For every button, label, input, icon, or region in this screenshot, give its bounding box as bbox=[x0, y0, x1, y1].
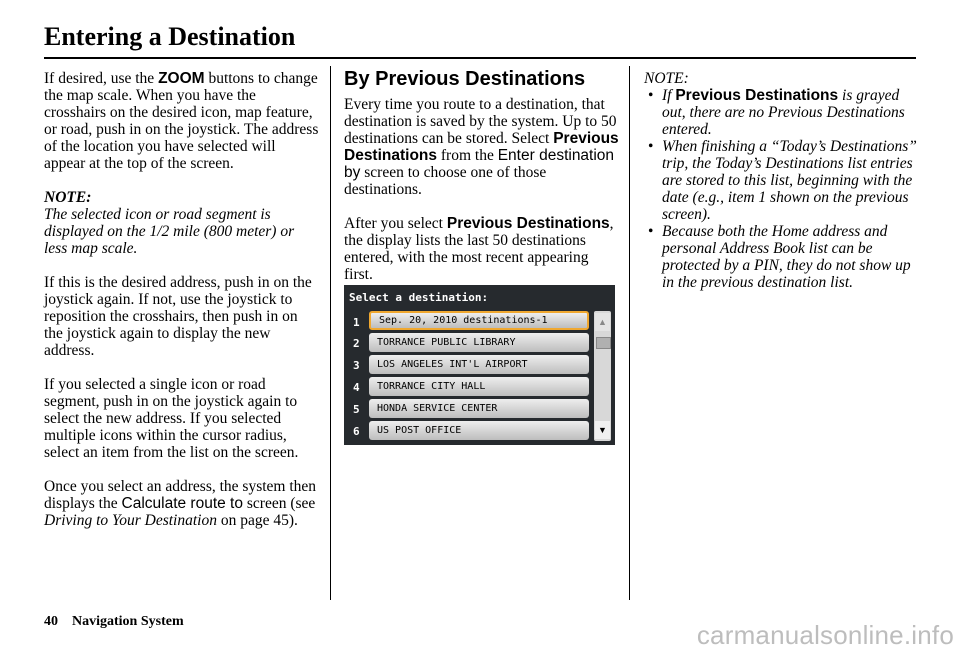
item-number: 2 bbox=[353, 337, 360, 350]
note-label: NOTE: bbox=[44, 189, 92, 206]
item-number: 3 bbox=[353, 359, 360, 372]
screen-title: Select a destination: bbox=[349, 291, 489, 304]
page-title: Entering a Destination bbox=[44, 22, 296, 51]
column-divider-left bbox=[330, 66, 331, 600]
column-middle bbox=[344, 68, 620, 300]
note-item: • Because both the Home address and personal Address Book list can be protected by a PIN, they do not show up in the previous destination list. bbox=[644, 223, 924, 291]
page-reference: Driving to Your Destination bbox=[44, 512, 217, 529]
item-number: 5 bbox=[353, 403, 360, 416]
watermark: carmanualsonline.info bbox=[696, 620, 954, 650]
paragraph-previous-intro: Every time you route to a destination, that destination is saved by the system. Up to 50 destinations can be stored. Select Previous Destinations from the Enter destination by screen to choose one of those destinations. bbox=[344, 96, 619, 198]
destination-item-4[interactable]: TORRANCE CITY HALL bbox=[369, 377, 589, 396]
enter-destination-label: Enter destination by bbox=[344, 147, 615, 181]
note-item: • If Previous Destinations is grayed out, there are no Previous Destinations entered. bbox=[644, 87, 924, 138]
zoom-label: ZOOM bbox=[158, 70, 205, 87]
page-number: 40 bbox=[44, 614, 58, 629]
column-divider-right bbox=[629, 66, 630, 600]
destination-item-1[interactable]: Sep. 20, 2010 destinations-1 bbox=[369, 311, 589, 330]
destination-item-2[interactable]: TORRANCE PUBLIC LIBRARY bbox=[369, 333, 589, 352]
previous-destinations-label: Previous Destinations bbox=[344, 130, 619, 164]
notes-list bbox=[644, 87, 924, 291]
note-label: NOTE: bbox=[644, 70, 689, 87]
previous-destinations-label: Previous Destinations bbox=[675, 87, 839, 104]
calculate-route-label: Calculate route to bbox=[121, 495, 243, 512]
paragraph-previous-list: After you select Previous Destinations, the display lists the last 50 destinations entered, with the most recent appearing first. bbox=[344, 215, 614, 283]
column-left bbox=[44, 70, 320, 546]
navigation-screen bbox=[344, 285, 615, 445]
section-title: By Previous Destinations bbox=[344, 68, 586, 90]
footer-title: Navigation System bbox=[72, 614, 184, 629]
scroll-up-icon[interactable]: ▲ bbox=[595, 313, 610, 331]
paragraph-confirm: If this is the desired address, push in on the joystick again. If not, use the joystick to reposition the crosshairs, then push in on the joystick again to display the new address. bbox=[44, 274, 312, 359]
destination-item-3[interactable]: LOS ANGELES INT'L AIRPORT bbox=[369, 355, 589, 374]
column-right bbox=[644, 70, 924, 291]
paragraph-select: If you selected a single icon or road segment, push in on the joystick again to select the new address. If you selected multiple icons within the cursor radius, select an item from the list on the screen. bbox=[44, 376, 299, 461]
item-number: 6 bbox=[353, 425, 360, 438]
paragraph-calculate: Once you select an address, the system then displays the Calculate route to screen (see Driving to Your Destination on page 45). bbox=[44, 478, 317, 529]
page-footer bbox=[44, 614, 184, 630]
note-item: • When finishing a “Today’s Destinations” trip, the Today’s Destinations list entries are stored to this list, beginning with the date (e.g., item 1 shown on the previous screen). bbox=[644, 138, 924, 223]
paragraph-zoom: If desired, use the ZOOM buttons to change the map scale. When you have the crosshairs on the desired icon, map feature, or road, push in on the joystick. The address of the location you have selected will appear at the top of the screen. bbox=[44, 70, 319, 172]
scrollbar[interactable] bbox=[594, 311, 611, 441]
destination-item-5[interactable]: HONDA SERVICE CENTER bbox=[369, 399, 589, 418]
destination-item-6[interactable]: US POST OFFICE bbox=[369, 421, 589, 440]
item-number: 1 bbox=[353, 316, 360, 329]
item-number: 4 bbox=[353, 381, 360, 394]
scroll-down-icon[interactable]: ▼ bbox=[595, 421, 610, 439]
note-text: The selected icon or road segment is displayed on the 1/2 mile (800 meter) or less map scale. bbox=[44, 206, 295, 257]
previous-destinations-label: Previous Destinations bbox=[446, 215, 610, 232]
title-rule bbox=[44, 57, 916, 59]
scroll-thumb[interactable] bbox=[596, 337, 611, 349]
